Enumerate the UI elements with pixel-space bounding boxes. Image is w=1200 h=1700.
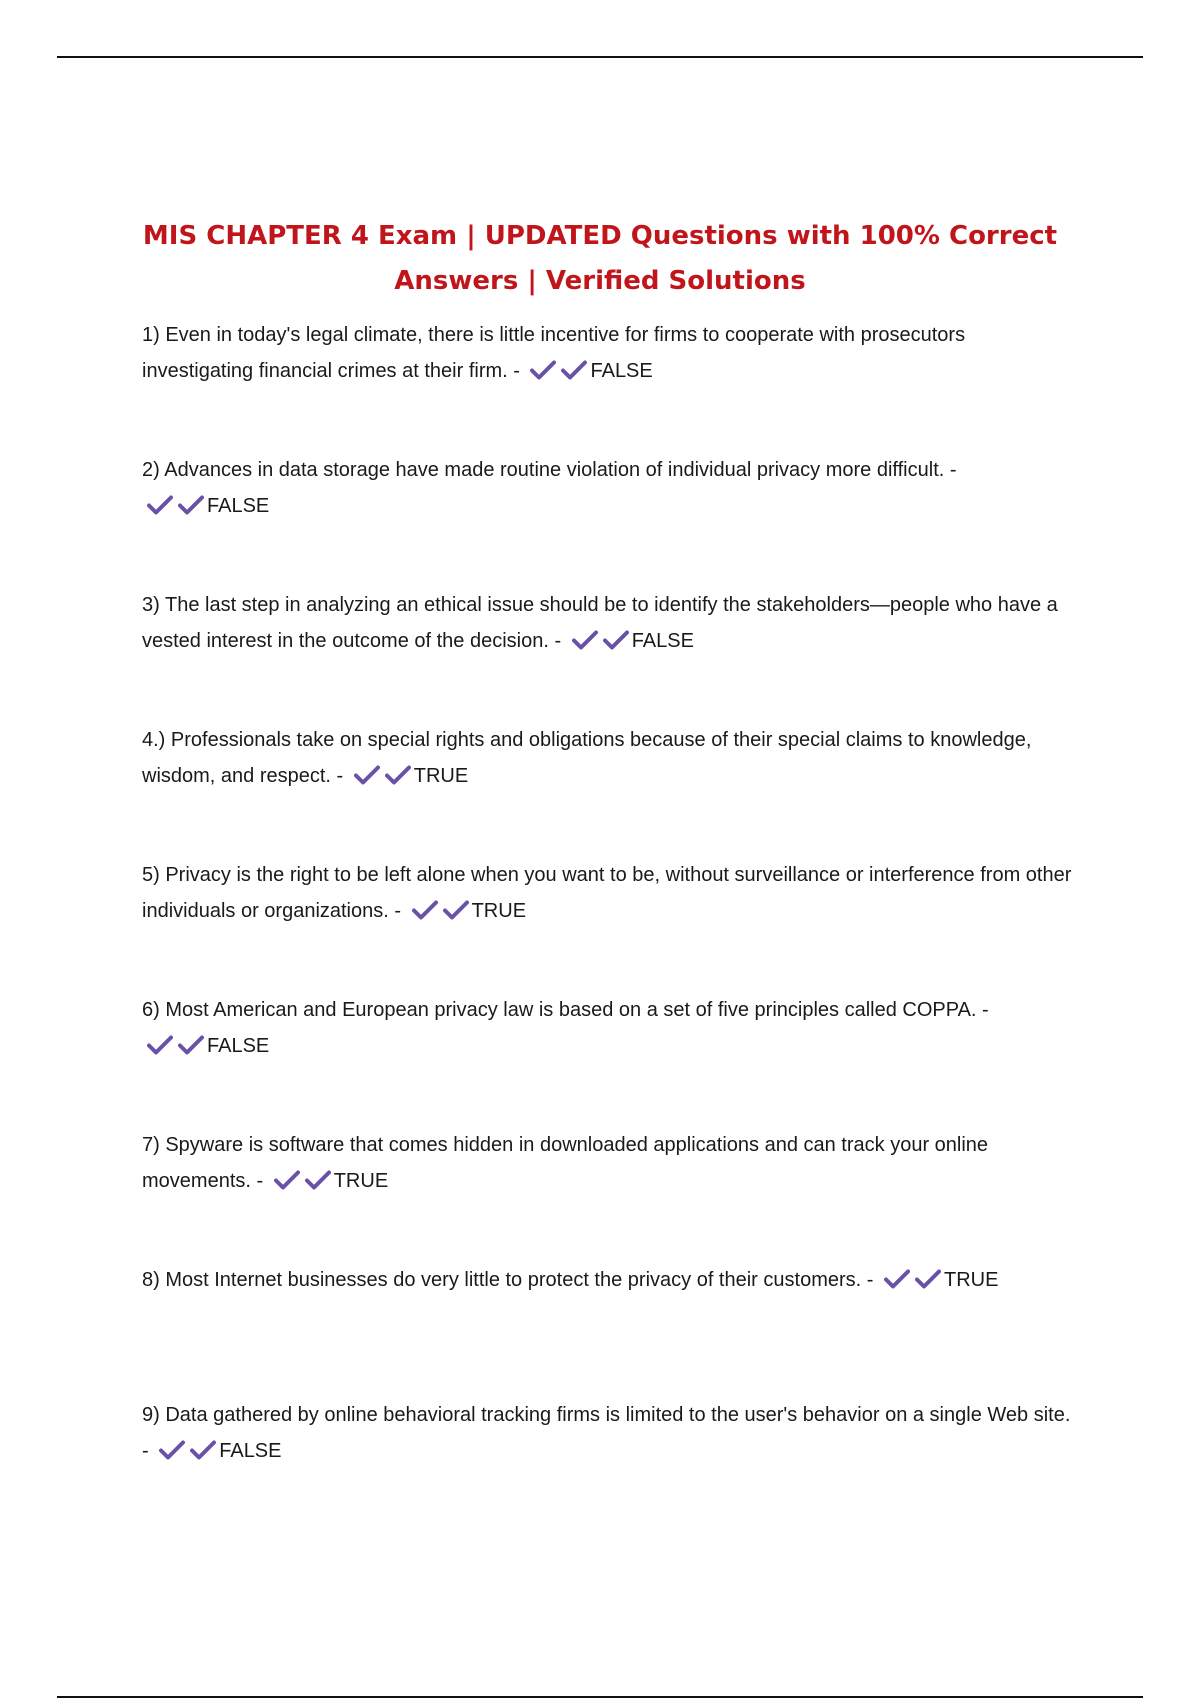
checkmark-icon [915,1269,941,1289]
question-item [142,317,1072,452]
checkmark-icon [354,765,380,785]
checkmark-icon [190,1440,216,1460]
checkmark-icon [385,765,411,785]
question-text: 5) Privacy is the right to be left alone when you want to be, without surveillance or interference from other individuals or organizations. - [142,864,1072,922]
question-text: 8) Most Internet businesses do very little to protect the privacy of their customers. - [142,1269,874,1291]
checkmark-icon [572,630,598,650]
question-item [142,452,1072,587]
answer-text: TRUE [943,1269,999,1291]
bottom-divider [57,1696,1143,1698]
question-item [142,857,1072,992]
document-title [120,214,1080,304]
checkmark-icon [603,630,629,650]
question-text: 9) Data gathered by online behavioral tracking firms is limited to the user's behavior on a single Web site. - [142,1404,1071,1462]
question-text: 3) The last step in analyzing an ethical issue should be to identify the stakeholders—people who have a vested interest in the outcome of the decision. - [142,594,1058,652]
checkmark-icon [274,1170,300,1190]
question-list [142,317,1072,1532]
title-line-1: MIS CHAPTER 4 Exam | UPDATED Questions with 100% Correct [142,221,1058,251]
question-item [142,587,1072,722]
question-text: 1) Even in today's legal climate, there is little incentive for firms to cooperate with prosecutors investigating financial crimes at their firm. - [142,324,966,382]
question-item [142,1127,1072,1262]
question-item [142,992,1072,1127]
answer-text: FALSE [631,630,694,652]
checkmark-icon [178,495,204,515]
checkmark-icon [147,495,173,515]
answer-text: TRUE [413,765,469,787]
answer-text: FALSE [207,495,270,517]
answer-group [154,1440,281,1462]
answer-text: TRUE [471,900,527,922]
answer-text: FALSE [590,360,653,382]
answer-group [269,1170,388,1192]
answer-text: FALSE [207,1035,270,1057]
answer-group [349,765,468,787]
question-text: 2) Advances in data storage have made routine violation of individual privacy more difficult. - [142,459,957,481]
checkmark-icon [561,360,587,380]
question-text: 7) Spyware is software that comes hidden in downloaded applications and can track your online movements. - [142,1134,989,1192]
checkmark-icon [412,900,438,920]
checkmark-icon [443,900,469,920]
checkmark-icon [178,1035,204,1055]
answer-group [567,630,694,652]
answer-group [407,900,526,922]
title-line-2: Answers | Verified Solutions [394,266,806,296]
answer-group [525,360,652,382]
checkmark-icon [884,1269,910,1289]
question-text: 4.) Professionals take on special rights and obligations because of their special claims to knowledge, wisdom, and respect. - [142,729,1032,787]
answer-group [879,1269,998,1291]
question-text: 6) Most American and European privacy law is based on a set of five principles called COPPA. - [142,999,989,1021]
answer-text: TRUE [333,1170,389,1192]
checkmark-icon [159,1440,185,1460]
checkmark-icon [530,360,556,380]
answer-text: FALSE [219,1440,282,1462]
answer-group [142,495,269,517]
question-item [142,1262,1072,1397]
question-item [142,722,1072,857]
question-item [142,1397,1072,1532]
top-divider [57,56,1143,58]
answer-group [142,1035,269,1057]
checkmark-icon [147,1035,173,1055]
checkmark-icon [305,1170,331,1190]
